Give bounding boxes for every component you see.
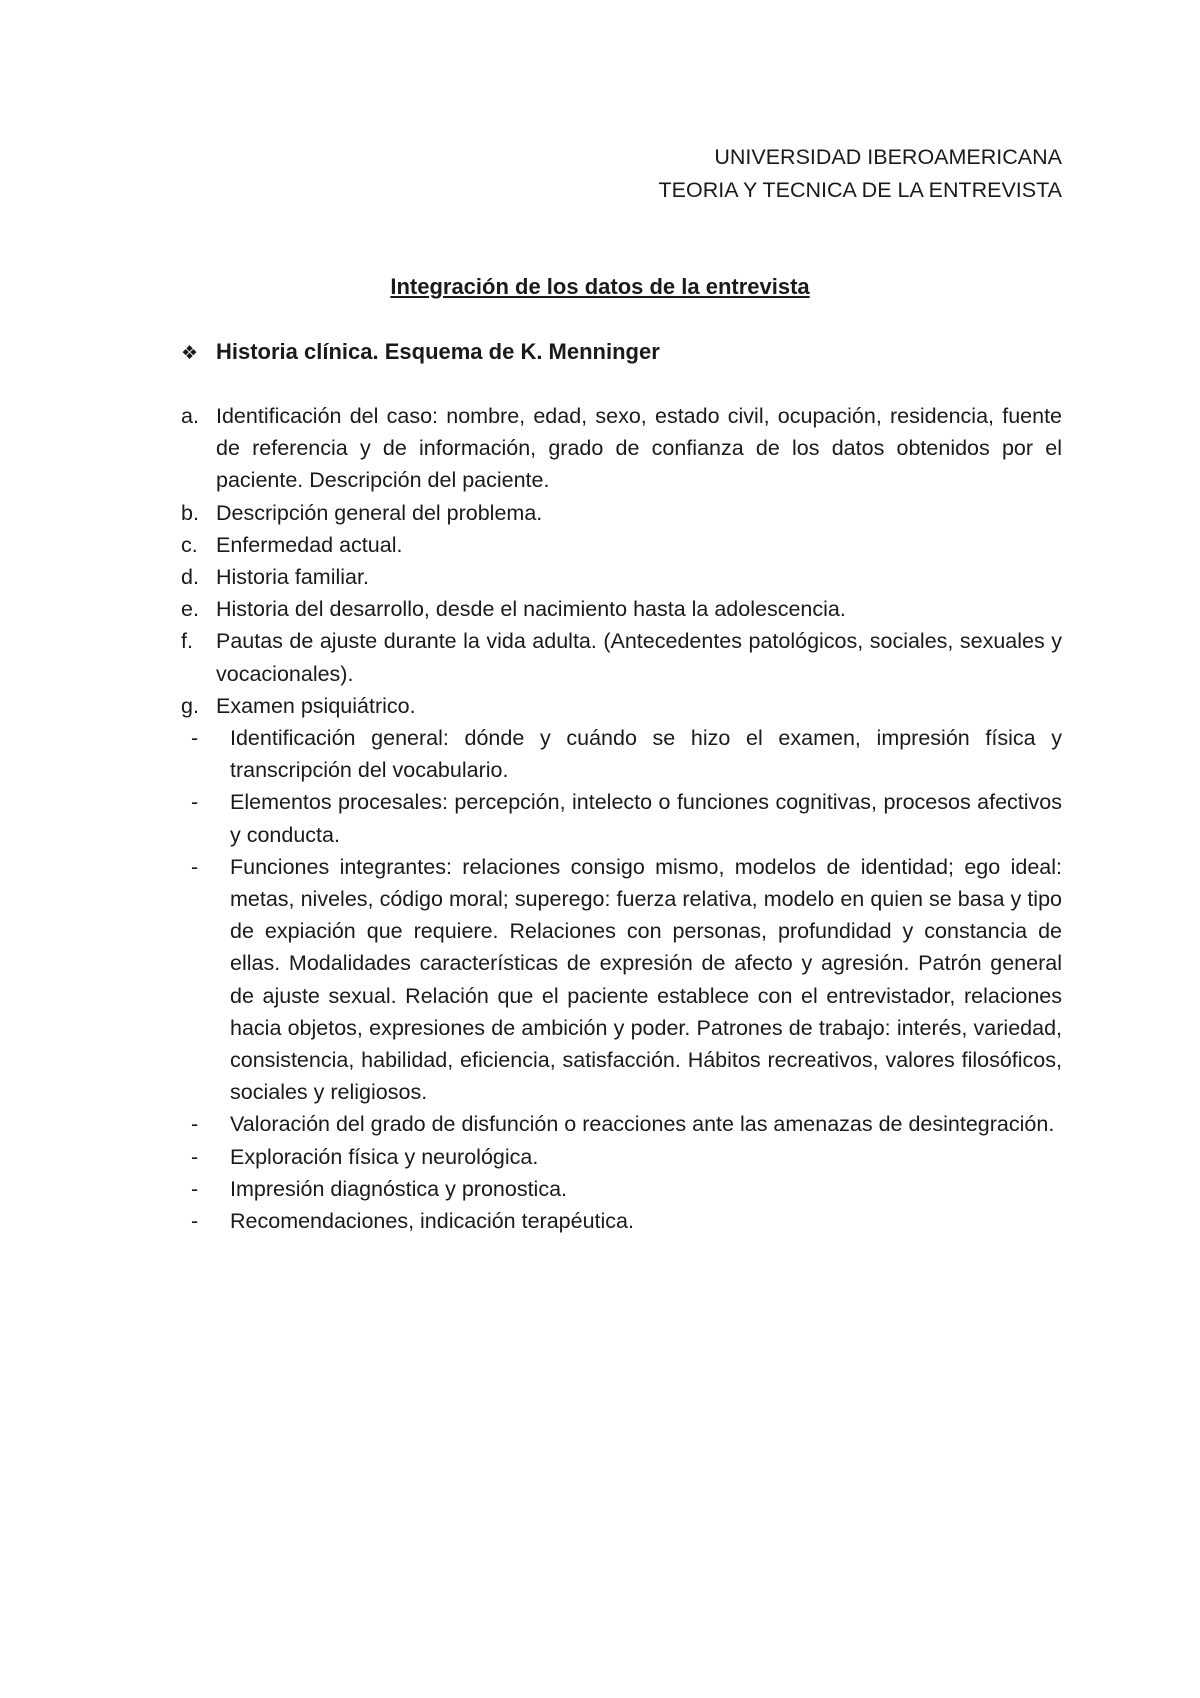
sub-list-item-text: Exploración física y neurológica. xyxy=(230,1144,539,1169)
course-name: TEORIA Y TECNICA DE LA ENTREVISTA xyxy=(658,178,1062,202)
sub-list-item xyxy=(181,722,1062,786)
list-marker: a. xyxy=(181,404,199,428)
list-marker: e. xyxy=(181,597,199,622)
list-item xyxy=(181,497,1062,529)
sub-list-item-text: Impresión diagnóstica y pronostica. xyxy=(230,1176,568,1201)
list-item-text: Pautas de ajuste durante la vida adulta. (Antecedentes patológicos, sociales, sexuales y vocacionales). xyxy=(216,629,1062,686)
list-item-text: Descripción general del problema. xyxy=(216,500,543,525)
list-item-text: Identificación del caso: nombre, edad, sexo, estado civil, ocupación, residencia, fuente de referencia y de información, grado de confianza de los datos obtenidos por el paciente. Descripción del paciente. xyxy=(216,404,1062,493)
dash-marker: - xyxy=(191,790,199,815)
list-item xyxy=(181,593,1062,625)
sub-list-item xyxy=(181,1141,1062,1173)
section-heading-text: Historia clínica. Esquema de K. Menninger xyxy=(216,339,660,364)
list-item-text: Historia del desarrollo, desde el nacimiento hasta la adolescencia. xyxy=(216,597,846,622)
list-item xyxy=(181,625,1062,689)
dash-marker: - xyxy=(191,1209,199,1234)
sub-list-item-text: Valoración del grado de disfunción o reacciones ante las amenazas de desintegración. xyxy=(230,1112,1055,1137)
dash-marker: - xyxy=(191,1176,199,1201)
list-marker: f. xyxy=(181,629,193,654)
list-item-text: Examen psiquiátrico. xyxy=(216,693,416,718)
list-item xyxy=(181,529,1062,561)
list-marker: g. xyxy=(181,693,199,718)
list-marker: c. xyxy=(181,532,198,557)
dash-marker: - xyxy=(191,1112,199,1137)
diamond-bullet-icon: ❖ xyxy=(181,343,199,364)
list-item-text: Historia familiar. xyxy=(216,565,369,590)
document-title: Integración de los datos de la entrevista xyxy=(390,274,810,299)
list-item xyxy=(181,561,1062,593)
list-marker: b. xyxy=(181,500,199,525)
dash-marker: - xyxy=(191,1144,199,1169)
sub-list-item xyxy=(181,1205,1062,1237)
sub-list-item-text: Recomendaciones, indicación terapéutica. xyxy=(230,1209,634,1234)
dash-marker: - xyxy=(191,726,199,751)
sub-list-item xyxy=(181,851,1062,1109)
sub-list-item xyxy=(181,1108,1062,1140)
outline-list xyxy=(181,400,1062,1237)
list-marker: d. xyxy=(181,565,199,590)
sub-list-item-text: Elementos procesales: percepción, intelecto o funciones cognitivas, procesos afectivos y conducta. xyxy=(230,790,1062,847)
institution-header xyxy=(659,141,1062,207)
sub-list-item-text: Funciones integrantes: relaciones consigo mismo, modelos de identidad; ego ideal: metas, niveles, código moral; superego: fuerza relativa, modelo en quien se basa y tipo de expiación que requiere. Relaciones con personas, profundidad y constancia de ellas. Modalidades características de expresión de afecto y agresión. Patrón general de ajuste sexual. Relación que el paciente establece con el entrevistador, relaciones hacia objetos, expresiones de ambición y poder. Patrones de trabajo: interés, variedad, consistencia, habilidad, eficiencia, satisfacción. Hábitos recreativos, valores filosóficos, sociales y religiosos. xyxy=(230,854,1062,1105)
dash-marker: - xyxy=(191,854,199,879)
sub-list-item-text: Identificación general: dónde y cuándo se hizo el examen, impresión física y transcripción del vocabulario. xyxy=(230,726,1062,783)
list-item-text: Enfermedad actual. xyxy=(216,532,403,557)
list-item xyxy=(181,690,1062,722)
sub-list-item xyxy=(181,1173,1062,1205)
university-name: UNIVERSIDAD IBEROAMERICANA xyxy=(714,145,1062,169)
section-heading xyxy=(181,337,660,369)
list-item xyxy=(181,400,1062,497)
sub-list-item xyxy=(181,786,1062,850)
